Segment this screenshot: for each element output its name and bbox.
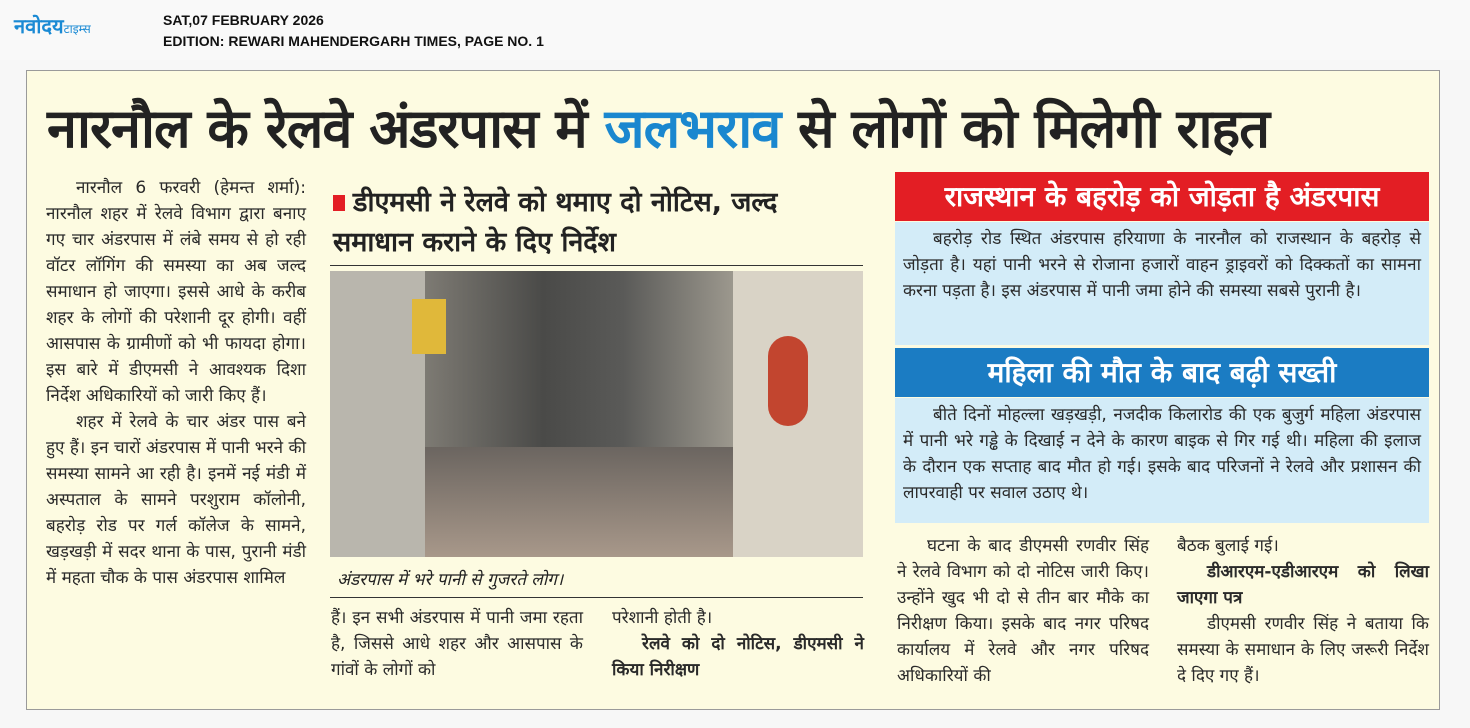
headline: नारनौल के रेलवे अंडरपास में जलभराव से लोगों को मिलेगी राहत	[47, 97, 1270, 160]
box2-title: महिला की मौत के बाद बढ़ी सख्ती	[895, 348, 1429, 397]
divider	[330, 597, 863, 598]
underpass-photo	[330, 271, 863, 557]
section-heading: रेलवे को दो नोटिस, डीएमसी ने किया निरीक्षण	[612, 634, 864, 680]
subheadline: डीएमसी ने रेलवे को थमाए दो नोटिस, जल्द समाधान कराने के दिए निर्देश	[333, 187, 778, 258]
bullet-square-icon	[333, 195, 345, 211]
middle-column-2: परेशानी होती है। रेलवे को दो नोटिस, डीएमसी ने किया निरीक्षण	[612, 605, 864, 683]
left-column: नारनौल 6 फरवरी (हेमन्त शर्मा): नारनौल शहर में रेलवे विभाग द्वारा बनाए गए चार अंडरपास में लंबे समय से हो रही वॉटर लॉगिंग की समस्या का अब जल्द समाधान हो जाएगा। इससे आधे के करीब शहर के लोगों की परेशानी दूर होगी। वहीं आसपास के ग्रामीणों को भी फायदा होगा। इस बारे में डीएमसी ने आवश्यक दिशा निर्देश अधिकारियों को जारी किए हैं। शहर में रेलवे के चार अंडर पास बने हुए हैं। इन चारों अंडरपास में पानी भरने की समस्या सामने आ रही है। इनमें नई मंडी में अस्पताल के सामने परशुराम कॉलोनी, बहरोड़ रोड पर गर्ल कॉलेज के सामने, खड़खड़ी में सदर थाना के पास, पुरानी मंडी में महता चौक के पास अंडरपास शामिल	[46, 178, 306, 588]
top-bar	[0, 0, 1470, 60]
box2-text: बीते दिनों मोहल्ला खड़खड़ी, नजदीक किलारोड की एक बुजुर्ग महिला अंडरपास में पानी भरे गड्ढे के दिखाई न देने के कारण बाइक से गिर गई थी। महिला की इलाज के दौरान एक सप्ताह बाद मौत हो गई। इसके बाद परिजनों ने रेलवे और प्रशासन की लापरवाही पर सवाल उठाए थे।	[895, 398, 1429, 523]
right-column-2: बैठक बुलाई गई। डीआरएम-एडीआरएम को लिखा जाएगा पत्र डीएमसी रणवीर सिंह ने बताया कि समस्या के समाधान के लिए जरूरी निर्देश दे दिए गए हैं।	[1177, 536, 1429, 686]
newspaper-logo: नवोदयटाइम्स	[14, 14, 91, 38]
middle-column-1: हैं। इन सभी अंडरपास में पानी जमा रहता है, जिससे आधे शहर और आसपास के गांवों के लोगों को	[331, 608, 583, 680]
divider	[330, 265, 863, 266]
box1-text: बहरोड़ रोड स्थित अंडरपास हरियाणा के नारनौल को राजस्थान के बहरोड़ से जोड़ता है। यहां पानी भरने से रोजाना हजारों वाहन ड्राइवरों को दिक्कतों का सामना करना पड़ता है। इस अंडरपास में पानी जमा होने की समस्या सबसे पुरानी है।	[895, 222, 1429, 345]
box1-title: राजस्थान के बहरोड़ को जोड़ता है अंडरपास	[895, 172, 1429, 221]
news-clipping	[26, 70, 1440, 710]
edition: EDITION: REWARI MAHENDERGARH TIMES, PAGE NO. 1	[163, 33, 544, 49]
headline-highlight: जलभराव	[604, 97, 781, 160]
section-heading: डीआरएम-एडीआरएम को लिखा जाएगा पत्र	[1177, 562, 1429, 608]
edition-info	[163, 10, 544, 52]
right-column-1: घटना के बाद डीएमसी रणवीर सिंह ने रेलवे विभाग को दो नोटिस जारी किए। उन्होंने खुद भी दो से तीन बार मौके का निरीक्षण किया। इसके बाद नगर परिषद कार्यालय में रेलवे और नगर परिषद अधिकारियों की	[897, 536, 1149, 686]
date: SAT,07 FEBRUARY 2026	[163, 12, 324, 28]
photo-caption: अंडरपास में भरे पानी से गुजरते लोग।	[337, 570, 564, 590]
